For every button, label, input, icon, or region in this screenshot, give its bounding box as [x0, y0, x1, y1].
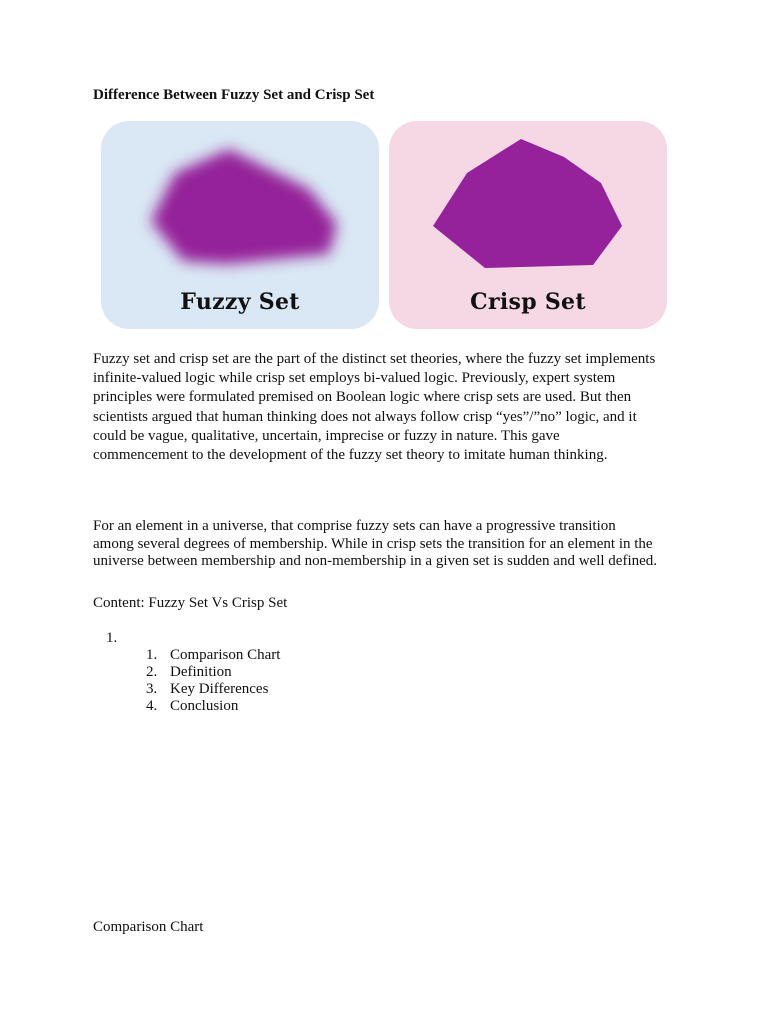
fuzzy-set-panel — [101, 121, 379, 329]
paragraph-line: universe between membership and non-membership in a given set is sudden and well defined. — [93, 553, 658, 569]
paragraph-line: scientists argued that human thinking does not always follow crisp “yes”/”no” logic, and it — [93, 408, 637, 425]
paragraph-line: could be vague, qualitative, uncertain, imprecise or fuzzy in nature. This gave — [93, 427, 560, 444]
crisp-set-label: Crisp Set — [470, 289, 586, 315]
paragraph-line: infinite-valued logic while crisp set employs bi-valued logic. Previously, expert system — [93, 370, 616, 387]
paragraph-line: For an element in a universe, that comprise fuzzy sets can have a progressive transition — [93, 518, 616, 534]
toc-item-label: Definition — [170, 664, 232, 680]
paragraph-line: principles were formulated premised on Boolean logic where crisp sets are used. But then — [93, 389, 632, 406]
fuzzy-set-label: Fuzzy Set — [180, 289, 300, 315]
outer-list-number: 1. — [106, 630, 118, 646]
toc-item-label: Conclusion — [170, 698, 239, 714]
document-title: Difference Between Fuzzy Set and Crisp Set — [93, 87, 375, 103]
content-heading: Content: Fuzzy Set Vs Crisp Set — [93, 595, 288, 611]
transition-paragraph — [93, 518, 683, 571]
intro-paragraph — [93, 350, 683, 465]
toc-item-label: Comparison Chart — [170, 647, 281, 663]
table-of-contents — [146, 647, 280, 715]
paragraph-line: among several degrees of membership. While in crisp sets the transition for an element in the — [93, 535, 653, 552]
toc-item-conclusion[interactable] — [146, 698, 280, 715]
toc-item-number: 4. — [146, 698, 158, 714]
fuzzy-vs-crisp-figure — [101, 121, 667, 331]
toc-item-number: 2. — [146, 664, 158, 680]
toc-item-key-differences[interactable] — [146, 681, 280, 698]
toc-item-definition[interactable] — [146, 664, 280, 681]
paragraph-line: commencement to the development of the fuzzy set theory to imitate human thinking. — [93, 447, 608, 464]
crisp-set-panel — [389, 121, 667, 329]
section-heading-comparison-chart: Comparison Chart — [93, 919, 204, 935]
paragraph-line: Fuzzy set and crisp set are the part of the distinct set theories, where the fuzzy set implements — [93, 351, 656, 367]
toc-item-number: 3. — [146, 681, 158, 697]
toc-item-comparison-chart[interactable] — [146, 647, 280, 664]
toc-item-number: 1. — [146, 647, 158, 663]
toc-item-label: Key Differences — [170, 681, 269, 697]
